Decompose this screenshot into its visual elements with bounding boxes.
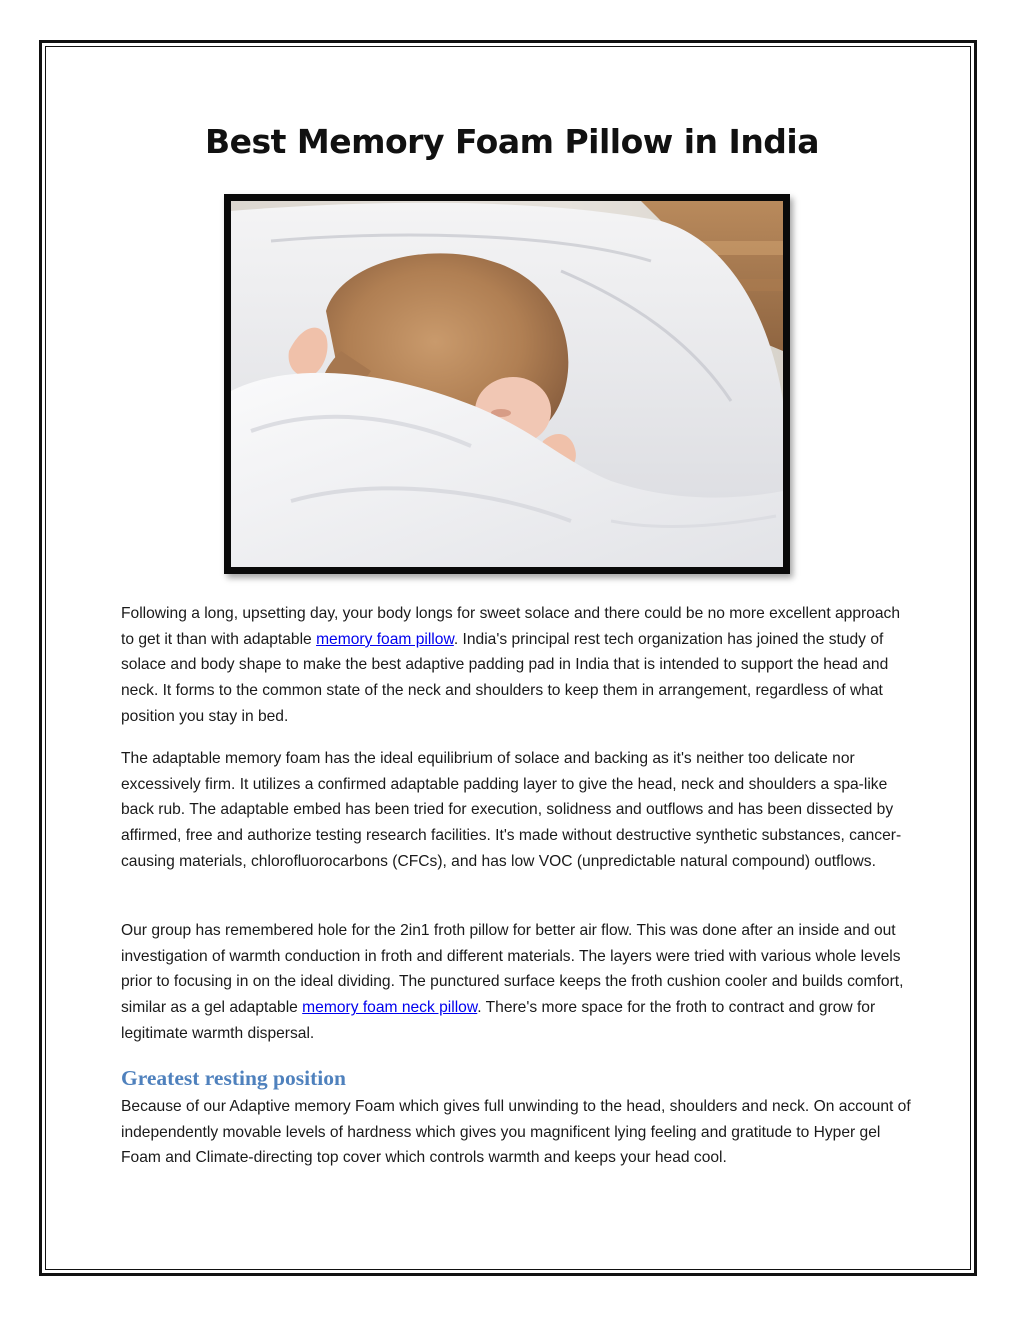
paragraph-intro-after: . India's principal rest tech organization has joined the study of solace and body shape to make the best adaptive padding pad in India that is intended to support the head and neck. It forms to the common state of the neck and shoulders to keep them in arrangement, regardless of what position you stay in bed. — [121, 630, 889, 725]
photo-frame — [224, 194, 790, 574]
page-title: Best Memory Foam Pillow in India — [204, 122, 820, 161]
paragraph-resting-position: Because of our Adaptive memory Foam which gives full unwinding to the head, shoulders and neck. On account of independently movable levels of hardness which gives you magnificent lying feeling and gratitude to Hyper gel Foam and Climate-directing top cover which controls warmth and keeps your head cool. — [121, 1098, 911, 1167]
memory-foam-pillow-link[interactable]: memory foam pillow — [316, 630, 454, 648]
paragraph-air-flow-before: Our group has remembered hole for the 2in1 froth pillow for better air flow. This was done after an inside and out investigation of warmth conduction in froth and different materials. The layers were tried with various whole levels prior to focusing in on the ideal dividing. The punctured surface keeps the froth cushion cooler and builds comfort, similar as a gel adaptable — [121, 922, 904, 1017]
section-heading: Greatest resting position — [121, 1066, 346, 1090]
paragraph-air-flow-after: . There's more space for the froth to contract and grow for legitimate warmth dispersal. — [121, 999, 876, 1042]
paragraph-intro-before: Following a long, upsetting day, your body longs for sweet solace and there could be no more excellent approach to get it than with adaptable — [121, 605, 901, 648]
memory-foam-neck-pillow-link[interactable]: memory foam neck pillow — [302, 999, 478, 1017]
child-sleeping-on-pillow-photo — [231, 201, 783, 567]
paragraph-memory-foam: The adaptable memory foam has the ideal equilibrium of solace and backing as it's neither too delicate nor excessively firm. It utilizes a confirmed adaptable padding layer to give the head, neck and shoulders a spa-like back rub. The adaptable embed has been tried for execution, solidness and outflows and has been dissected by affirmed, free and authorize testing research facilities. It's made without destructive synthetic substances, cancer-causing materials, chlorofluorocarbons (CFCs), and has low VOC (unpredictable natural compound) outflows. — [121, 750, 902, 870]
paragraph-intro — [121, 601, 911, 730]
paragraph-air-flow — [121, 918, 911, 1047]
